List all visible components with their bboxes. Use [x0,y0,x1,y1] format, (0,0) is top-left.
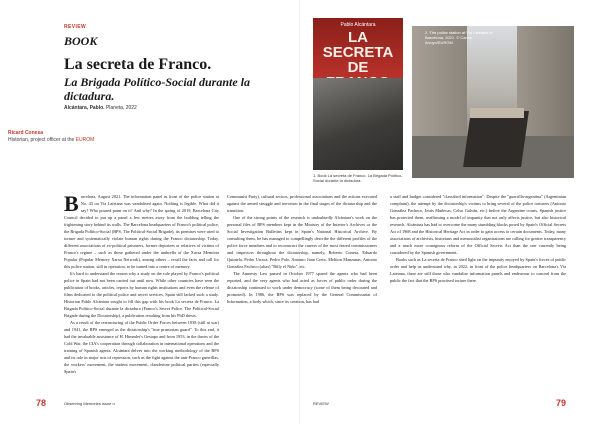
body-column-3 [390,193,566,284]
paragraph-text: arcelona, August 2021. The information panel in front of the police station at No. 43 on Via Laietana was vandalised again. Nothing is legible. What did it say? Who poured paint on it? And why? In the spring of 2019, Barcelona City Council decided to put up a panel a few metres away from the building telling the frightening story behind its walls. The Barcelona headquarters of Franco's political police, the Brigada Político-Social (BPS, The Political-Social Brigade), its premises were used to torture and systematically violate human rights during the Franco dictatorship. Today, different associations of ex-political prisoners, former deportees or relatives of victims of Franco's regime – such as those gathered under the umbrella of the Xarxa Memòria Popular (Popular Memory Xarxa Network), among others – recall the facts and call for this police station, still in operation, to be turned into a centre of memory. [64,194,219,269]
author-bio-org: EUROM [75,137,95,143]
police-station-photo [412,26,574,178]
review-subtitle: La Brigada Político-Social durante la dictadura. [64,75,251,103]
section-kicker: REVIEW [64,24,87,30]
citation-publisher: Planeta, 2022 [104,105,137,111]
review-title: La secreta de Franco. [64,56,212,73]
body-paragraph: The Amnesty Law passed in October 1977 spared the agents who had been reported, and the very agents who had acted as forces of public order during the dictatorship continued to work under democracy (some of them being decorated and promoted). In 1986, the BPS was replaced by the General Commissariat of Information, a body which, since its creation, has had [227,271,377,304]
book-cover-image [313,18,403,170]
book-citation [64,105,137,111]
body-paragraph: As a result of the restructuring of the Public Order Forces between 1938 (still at war) and 1941, the BPS emerged as the dictatorship's "true praetorian guard". To this end, it had the invaluable assistance of H. Himmler's Gestapo and from 1953, in the throes of the Cold War, the CIA's cooperation through collaboration in international operations and the training of Spanish agents. Alcántara delves into the working methodology of the BPS and its role in major acts of repression, such as the fight against the anti-Franco guerrillas, the workers' movement, the student movement, clandestine political parties (especially Spain's [64,320,219,374]
cover-title: LA SECRETA DE [322,29,394,76]
cover-photo [313,78,403,170]
book-cover-caption: 1. Book La secreta de Franco. La Brigada Político-Social durante la dictadura. [313,173,403,183]
information-panel [463,111,529,167]
information-panel-top [470,108,524,118]
author-bio-text: Historian, project officer at the [8,137,76,143]
body-paragraph: Books such as La secreta de Franco shed light on the impunity enjoyed by Spain's forces of public order and help us understand why, in 2022, in front of the police headquarters on Barcelona's Via Laietana, there are still those who vandalise information panels and endeavour to conceal from the public the fact that the BPS practised torture there. [390,257,566,283]
cover-author: Pablo Alcántara [340,22,376,28]
body-paragraph: a staff and budget considered "classified information". Despite the "guerrilla-argentina" (Argentinian complaint), the attempt by the dictatorship's victims to bring several of the police torturers (Antonio González Pacheco, Jesús Muñecas, Celso Galván, etc.) before the Argentine courts, Spanish justice has protected them, reaffirming a model of impunity that not only affects justice, but also historical research. Alcántara has had to overcome the many stumbling blocks posed by Spain's Official Secrets Act of 1968 and the Historical Heritage Act in order to gain access to certain documents. Today, many associations of archivists, historians and memorialist organisations are calling for greater transparency and a much more courageous reform of the Official Secrets Act than the one currently being considered by the Spanish government. [390,194,566,255]
body-paragraph: One of the strong points of the research is undoubtedly Alcántara's work on the personal files of BPS members kept in the Ministry of the Interior's Archives or the Social Investigation Bulletins kept in Spain's National Historical Archive. By consulting them, he has managed to compellingly describe the different profiles of the police force members and to reconstruct the careers of the most feared commissioners and inspectors throughout the dictatorship, namely, Roberto Conesa, Eduardo Quintela, Pedro Urraca, Pedro Polo, Antonio Juan Creix, Meliton Manzanas, Antonio González Pacheco (alias) "Billy el Niño", etc. [227,215,377,269]
body-paragraph [64,193,219,270]
review-author-name: Ricard Conesa [8,130,44,136]
body-paragraph: Communist Party), cultural sectors, professional associations and the actions executed against the armed struggle and terrorism in the final stages of the dictatorship and the transition. [227,194,377,213]
section-label: BOOK [64,34,98,48]
body-column-1 [64,193,219,375]
footer-magazine: Observing Memories issue n [64,401,115,406]
review-author-bio [8,137,94,143]
body-column-2 [227,193,377,305]
body-paragraph: It's hard to understand the reason why a study on the role played by Franco's political police in Spain had not been carried out until now. While other countries have seen the publication of books, articles, reports by human rights institutions and even the release of films dedicated to the political police and secret services, Spain still lacked such a study. Historian Pablo Alcántara sought to fill this gap with his book La secreta de Franco. La Brigada Político-Social durante la dictadura (Franco's Secret Police. The Political-Social Brigade during the Dictatorship), a publication resulting from his PhD thesis. [64,271,219,318]
drop-cap: B [64,191,79,216]
page-number-left: 78 [36,398,47,408]
footer-section: REVIEW [313,401,329,406]
citation-author: Alcántara, Pablo. [64,105,105,111]
page-number-right: 79 [556,398,567,408]
police-station-caption: 2. The police station at Via Laietana in Barcelona, 2021. © Carlos Arroyo/EUROM [425,30,493,45]
